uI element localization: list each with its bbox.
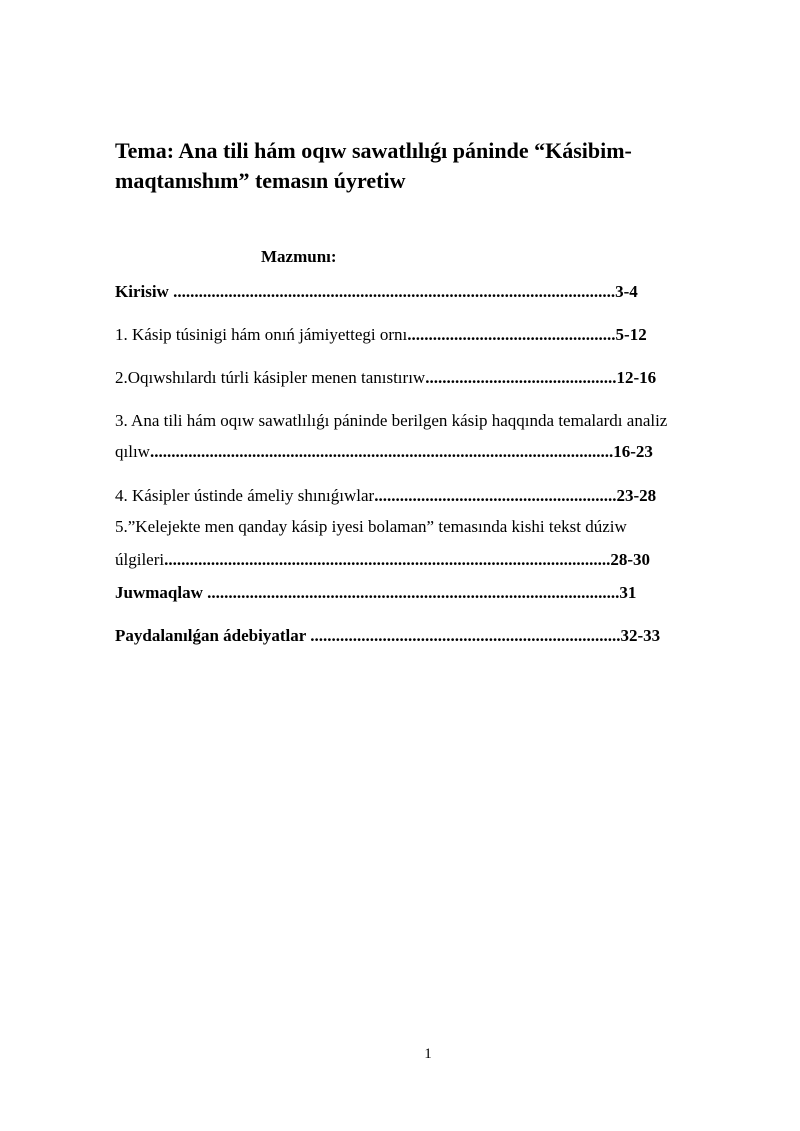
toc-entry-dots: .........................................................	[374, 486, 617, 505]
toc-entry-chapter-3	[115, 441, 653, 463]
toc-entry-chapter-2	[115, 367, 656, 389]
toc-entry-pages: 5-12	[615, 325, 647, 344]
toc-entry-references	[115, 625, 660, 647]
title-line-2: maqtanıshım” temasın úyretiw	[115, 168, 406, 193]
toc-entry-dots: .................................................	[407, 325, 616, 344]
toc-entry-pages: 23-28	[616, 486, 657, 505]
toc-entry-label: qılıw	[115, 442, 150, 461]
title-line-1: Tema: Ana tili hám oqıw sawatlılıǵı páninde “Kásibim-	[115, 138, 632, 163]
toc-entry-dots: .............................................................................................................	[149, 442, 614, 461]
toc-entry-chapter-4	[115, 485, 656, 507]
toc-entry-chapter-5-line-1: 5.”Kelejekte men qanday kásip iyesi bolaman” temasında kishi tekst dúziw	[115, 517, 627, 536]
toc-heading: Mazmunı:	[261, 247, 337, 266]
toc-entry-label: Paydalanılǵan ádebiyatlar	[115, 626, 311, 645]
toc-entry-pages: 31	[619, 583, 637, 602]
toc-entry-label: 1. Kásip túsinigi hám onıń jámiyettegi ornı	[115, 325, 408, 344]
toc-entry-label: 2.Oqıwshılardı túrli kásipler menen tanıstırıw	[115, 368, 426, 387]
toc-entry-pages: 32-33	[620, 626, 661, 645]
page-number: 1	[424, 1046, 432, 1062]
toc-entry-chapter-5	[115, 549, 650, 571]
toc-entry-dots: .............................................	[425, 368, 617, 387]
toc-entry-introduction	[115, 281, 638, 303]
toc-entry-pages: 12-16	[616, 368, 657, 387]
toc-entry-dots: .................................................................................................	[207, 583, 620, 602]
toc-entry-pages: 28-30	[610, 550, 651, 569]
toc-entry-chapter-1	[115, 324, 647, 346]
toc-entry-label: Juwmaqlaw	[115, 583, 208, 602]
toc-entry-dots: .........................................................................	[310, 626, 621, 645]
toc-entry-dots: ........................................................................................................	[173, 282, 616, 301]
toc-entry-dots: .........................................................................................................	[164, 550, 611, 569]
document-title	[115, 136, 715, 196]
toc-entry-chapter-3-line-1: 3. Ana tili hám oqıw sawatlılıǵı páninde berilgen kásip haqqında temalardı analiz	[115, 411, 668, 430]
toc-entry-label: Kirisiw	[115, 282, 174, 301]
toc-entry-pages: 3-4	[615, 282, 638, 301]
toc-entry-label: úlgileri	[115, 550, 165, 569]
toc-entry-conclusion	[115, 582, 636, 604]
toc-entry-label: 4. Kásipler ústinde ámeliy shınıǵıwlar	[115, 486, 375, 505]
toc-entry-pages: 16-23	[613, 442, 653, 461]
